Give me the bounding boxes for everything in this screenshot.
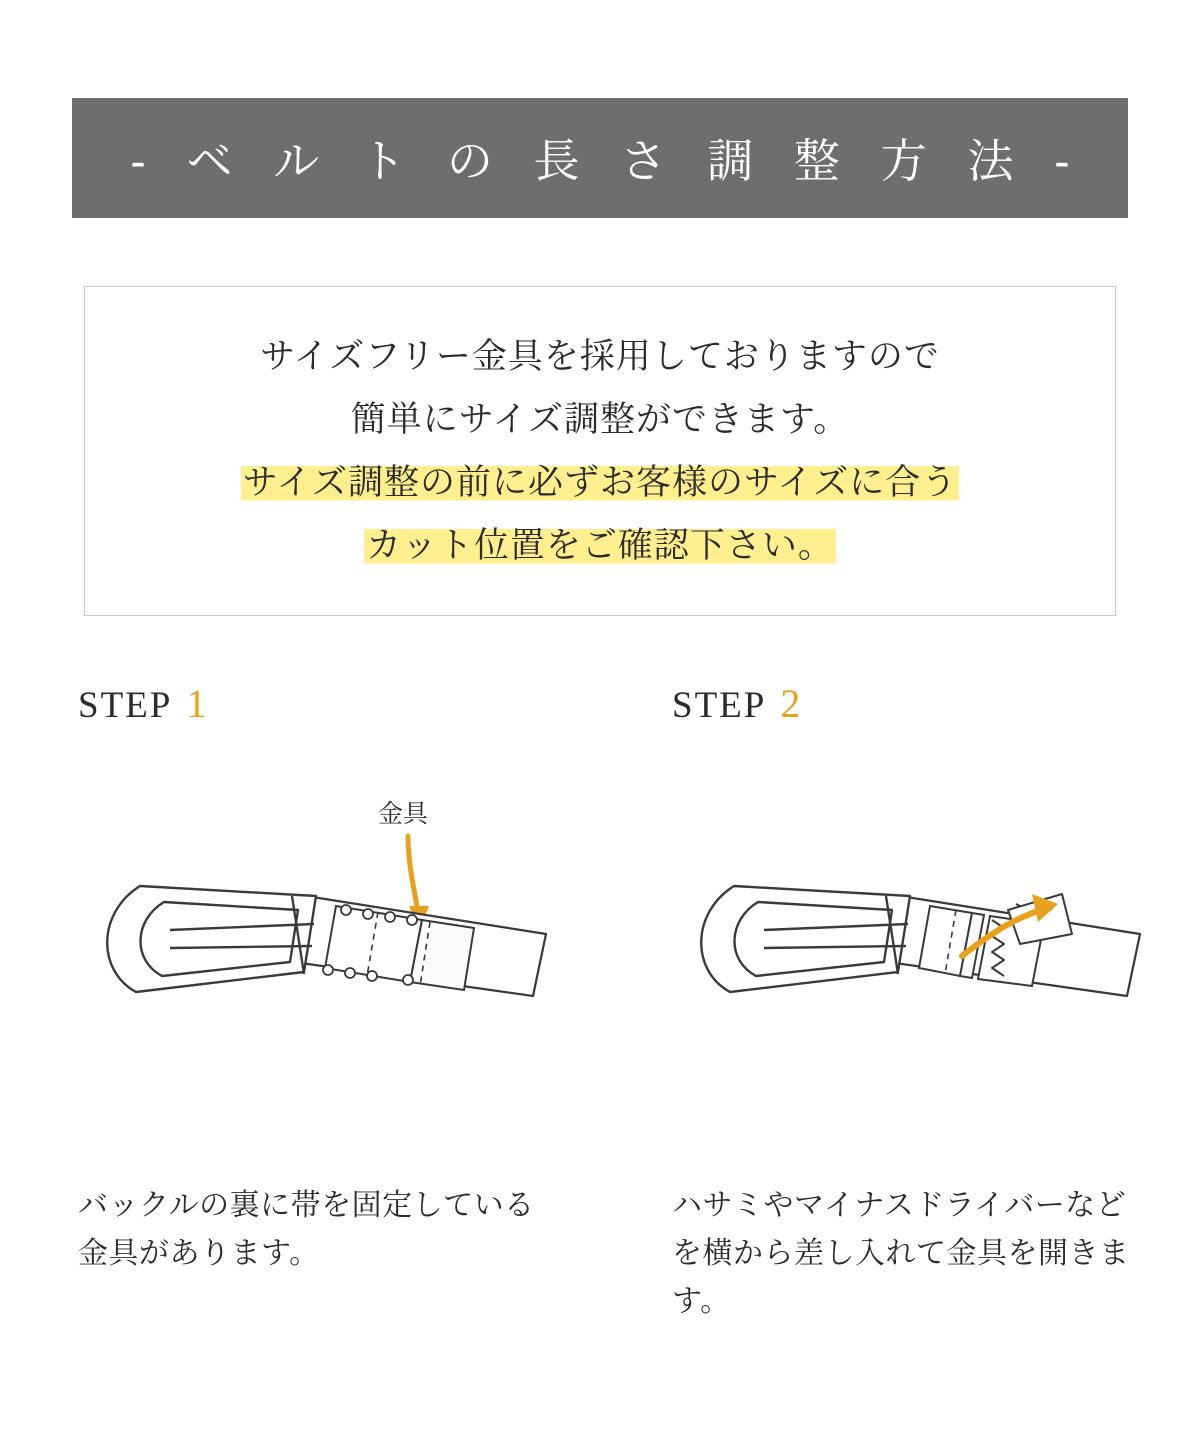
step-1-annotation-label: 金具 [378,800,429,828]
notice-line-1: サイズフリー金具を採用しておりますので [260,337,940,376]
page-title: - ベ ル ト の 長 さ 調 整 方 法 - [130,135,1084,187]
step-2-diagram [672,784,1192,1164]
step-2-buckle [701,886,910,992]
notice-line-4-highlight: カット位置をご確認下さい。 [366,526,834,565]
steps-container [0,680,1200,1326]
step-2-caption: ハサミやマイナスドライバーなどを横から差し入れて金具を開きます。 [672,1189,1130,1318]
step-1-caption: バックルの裏に帯を固定している金具があります。 [78,1189,535,1270]
step-2 [0,680,1130,1326]
notice-line-3-highlight: サイズ調整の前に必ずお客様のサイズに合う [242,463,958,502]
notice-line-3 [241,451,959,514]
step-2-number: 2 [780,681,803,726]
notice-box [84,286,1116,616]
page-title-banner [72,98,1128,218]
step-1-label-text: STEP [78,685,173,726]
step-2-label-text: STEP [672,685,767,726]
notice-line-2: 簡単にサイズ調整ができます。 [350,400,850,439]
notice-line-4 [364,514,836,577]
step-1-number: 1 [186,681,209,726]
